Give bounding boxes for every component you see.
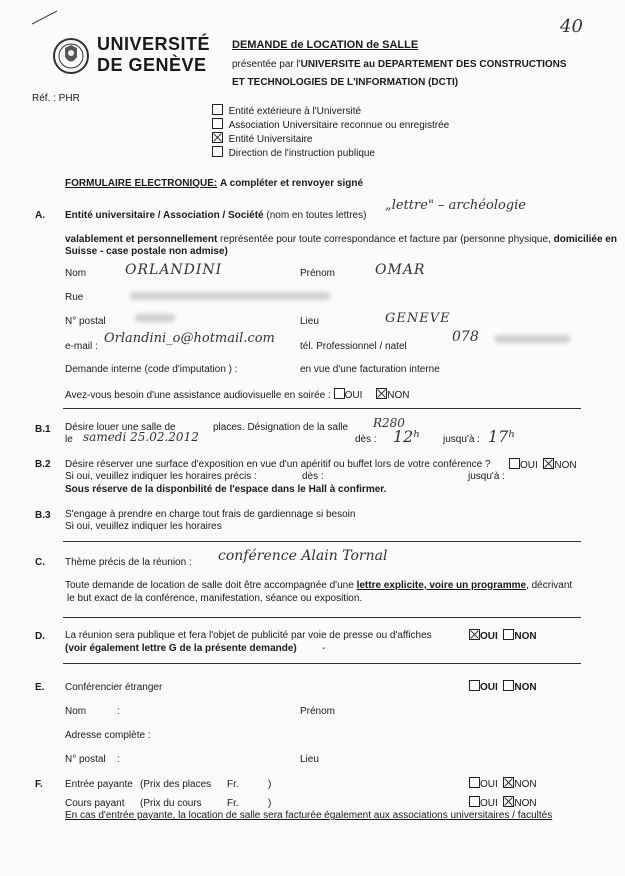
b2-des: dès :: [302, 471, 324, 482]
f-cours-oui-label: OUI: [480, 798, 498, 809]
av-question: [65, 388, 409, 401]
f-entree-non-checkbox[interactable]: [503, 777, 514, 788]
section-b2-number: B.2: [35, 459, 51, 470]
b2-oui-label: OUI: [520, 460, 538, 471]
b1-des: dès :: [355, 434, 377, 445]
form-heading-title: FORMULAIRE ELECTRONIQUE:: [65, 178, 218, 189]
e-adresse: Adresse complète :: [65, 730, 151, 741]
b3-line1: S'engage à prendre en charge tout frais de gardiennage si besoin: [65, 509, 356, 520]
f-entree-close: ): [268, 779, 272, 790]
email-label: e-mail :: [65, 341, 98, 352]
lieu-label: Lieu: [300, 316, 319, 327]
f-entree-oui-label: OUI: [480, 779, 498, 790]
entity-option[interactable]: [212, 146, 449, 160]
b1-salle-value[interactable]: R280: [373, 416, 405, 430]
b1-le: le: [65, 434, 73, 445]
section-d-letter: D.: [35, 631, 45, 642]
tel-value[interactable]: 078: [452, 329, 479, 345]
f-entree: Entrée payante: [65, 779, 133, 790]
f-cours-paren: (Prix du cours: [140, 798, 202, 809]
c-text1-pre: Toute demande de location de salle doit être accompagnée d'une: [65, 580, 357, 591]
prenom-label: Prénom: [300, 268, 336, 279]
entity-option[interactable]: [212, 118, 449, 132]
b1-desire: Désire louer une salle de: [65, 422, 176, 433]
c-text1-underlined: lettre explicite, voire un programme: [356, 580, 527, 591]
entity-option[interactable]: [212, 132, 449, 146]
divider: [63, 617, 581, 618]
theme-label: Thème précis de la réunion :: [65, 557, 192, 568]
b2-options: [509, 458, 577, 471]
f-cours-oui-checkbox[interactable]: [469, 796, 480, 807]
f-cours: Cours payant: [65, 798, 125, 809]
d-dash: -: [322, 643, 326, 654]
option-label: Association Universitaire reconnue ou enregistrée: [228, 120, 450, 131]
c-text2: le but exact de la conférence, manifestation, séance ou exposition.: [67, 593, 363, 604]
section-a-title-note: (nom en toutes lettres): [266, 210, 367, 221]
checkbox-checked[interactable]: [212, 132, 223, 143]
f-entree-non-label: NON: [514, 779, 537, 790]
f-note: En cas d'entrée payante, la location de salle sera facturée également aux associations universitaires / facultés: [65, 810, 553, 821]
b2-line1: Désire réserver une surface d'exposition en vue d'un apéritif ou buffet lors de votre conférence ?: [65, 459, 491, 470]
header-line1-pre: présentée par l': [232, 59, 301, 70]
e-prenom: Prénom: [300, 706, 336, 717]
av-non-checkbox[interactable]: [376, 388, 387, 399]
section-b3-number: B.3: [35, 510, 51, 521]
section-a-title-text: Entité universitaire / Association / Société: [65, 210, 264, 221]
e-options: [469, 680, 537, 693]
b2-line3: Sous réserve de la disponbilité de l'espace dans le Hall à confirmer.: [65, 484, 387, 495]
av-question-text: Avez-vous besoin d'une assistance audiovisuelle en soirée :: [65, 390, 331, 401]
e-nom-colon: :: [117, 706, 120, 717]
b1-jusqua-value[interactable]: 17ʰ: [488, 427, 516, 446]
pen-mark: [30, 8, 60, 28]
page-number: 40: [560, 16, 583, 37]
e-non-label: NON: [514, 682, 537, 693]
section-c-letter: C.: [35, 557, 45, 568]
redacted-phone: [495, 335, 570, 343]
checkbox[interactable]: [212, 146, 223, 157]
email-value[interactable]: Orlandini_o@hotmail.com: [104, 331, 275, 346]
entity-options: [212, 104, 449, 160]
section-b1-number: B.1: [35, 424, 51, 435]
form-title: DEMANDE de LOCATION de SALLE: [232, 39, 419, 51]
nom-value[interactable]: ORLANDINI: [125, 262, 223, 278]
section-a-letter: A.: [35, 210, 45, 221]
e-lieu: Lieu: [300, 754, 319, 765]
d-oui-label: OUI: [480, 631, 498, 642]
f-cours-non-checkbox[interactable]: [503, 796, 514, 807]
e-non-checkbox[interactable]: [503, 680, 514, 691]
av-oui-checkbox[interactable]: [334, 388, 345, 399]
c-text1-post: , décrivant: [526, 580, 573, 591]
divider: [63, 663, 581, 664]
d-line1: La réunion sera publique et fera l'objet de publicité par voie de presse ou d'affiches: [65, 630, 432, 641]
f-entree-oui-checkbox[interactable]: [469, 777, 480, 788]
section-f-letter: F.: [35, 779, 43, 790]
b1-places: places. Désignation de la salle: [213, 422, 349, 433]
e-oui-checkbox[interactable]: [469, 680, 480, 691]
d-non-label: NON: [514, 631, 537, 642]
university-name-line2: DE GENÈVE: [97, 55, 207, 75]
b1-date-value[interactable]: samedi 25.02.2012: [83, 430, 199, 444]
section-e-letter: E.: [35, 682, 45, 693]
university-seal-logo: [52, 37, 90, 75]
rep-text: représentée pour toute correspondance et facture par (personne physique,: [217, 234, 554, 245]
postal-label: N° postal: [65, 316, 106, 327]
prenom-value[interactable]: OMAR: [375, 262, 426, 278]
demande-interne-label: Demande interne (code d'imputation ) :: [65, 364, 238, 375]
f-cours-fr: Fr.: [227, 798, 239, 809]
university-name-line1: UNIVERSITÉ: [97, 34, 211, 54]
checkbox[interactable]: [212, 118, 223, 129]
rep-bold1: valablement et personnellement: [65, 234, 218, 245]
divider: [63, 408, 581, 409]
option-label: Entité extérieure à l'Université: [228, 106, 362, 117]
header-line2: ET TECHNOLOGIES DE L'INFORMATION (DCTI): [232, 77, 459, 88]
b2-non-checkbox[interactable]: [543, 458, 554, 469]
c-text1: [65, 580, 572, 591]
e-nom: Nom: [65, 706, 87, 717]
option-label: Direction de l'instruction publique: [228, 148, 375, 159]
representative-line2: Suisse - case postale non admise): [65, 246, 228, 257]
f-cours-non-label: NON: [514, 798, 537, 809]
b2-non-label: NON: [554, 460, 577, 471]
nom-label: Nom: [65, 268, 87, 279]
redacted-street: [130, 292, 330, 300]
theme-value[interactable]: conférence Alain Tornal: [218, 548, 388, 564]
representative-line1: [65, 234, 617, 245]
lieu-value[interactable]: GENEVE: [385, 311, 451, 326]
b2-line2: Si oui, veuillez indiquer les horaires précis :: [65, 471, 257, 482]
rue-label: Rue: [65, 292, 84, 303]
redacted-postal: [135, 314, 175, 322]
av-non-label: NON: [387, 390, 410, 401]
reference: Réf. : PHR: [32, 93, 80, 104]
b2-oui-checkbox[interactable]: [509, 458, 520, 469]
checkbox[interactable]: [212, 104, 223, 115]
b2-jusqua: jusqu'à :: [468, 471, 505, 482]
option-label: Entité Universitaire: [228, 134, 313, 145]
form-heading-subtitle: A compléter et renvoyer signé: [220, 178, 364, 189]
e-postal: N° postal: [65, 754, 106, 765]
entity-name-value[interactable]: „lettre" – archéologie: [385, 198, 526, 213]
d-line2: (voir également lettre G de la présente demande): [65, 643, 297, 654]
header-line1-bold: UNIVERSITE au DEPARTEMENT DES CONSTRUCTIONS: [300, 59, 567, 70]
f-cours-options: [469, 796, 537, 809]
f-entree-options: [469, 777, 537, 790]
tel-label: tél. Professionnel / natel: [300, 341, 407, 352]
b3-line2: Si oui, veuillez indiquer les horaires: [65, 521, 222, 532]
section-a-title: [65, 210, 366, 221]
f-cours-close: ): [268, 798, 272, 809]
e-oui-label: OUI: [480, 682, 498, 693]
f-entree-fr: Fr.: [227, 779, 239, 790]
d-non-checkbox[interactable]: [503, 629, 514, 640]
e-postal-colon: :: [117, 754, 120, 765]
entity-option[interactable]: [212, 104, 449, 118]
divider: [63, 541, 581, 542]
d-oui-checkbox[interactable]: [469, 629, 480, 640]
f-entree-paren: (Prix des places: [140, 779, 212, 790]
form-heading: [65, 178, 363, 189]
b1-jusqua: jusqu'à :: [443, 434, 480, 445]
b1-des-value[interactable]: 12ʰ: [393, 427, 421, 446]
rep-bold2: domiciliée en: [553, 234, 617, 245]
header-line1: [232, 59, 567, 70]
av-oui-label: OUI: [344, 390, 363, 401]
facturation-label: en vue d'une facturation interne: [300, 364, 440, 375]
e-label: Conférencier étranger: [65, 682, 163, 693]
d-options: [469, 629, 537, 642]
